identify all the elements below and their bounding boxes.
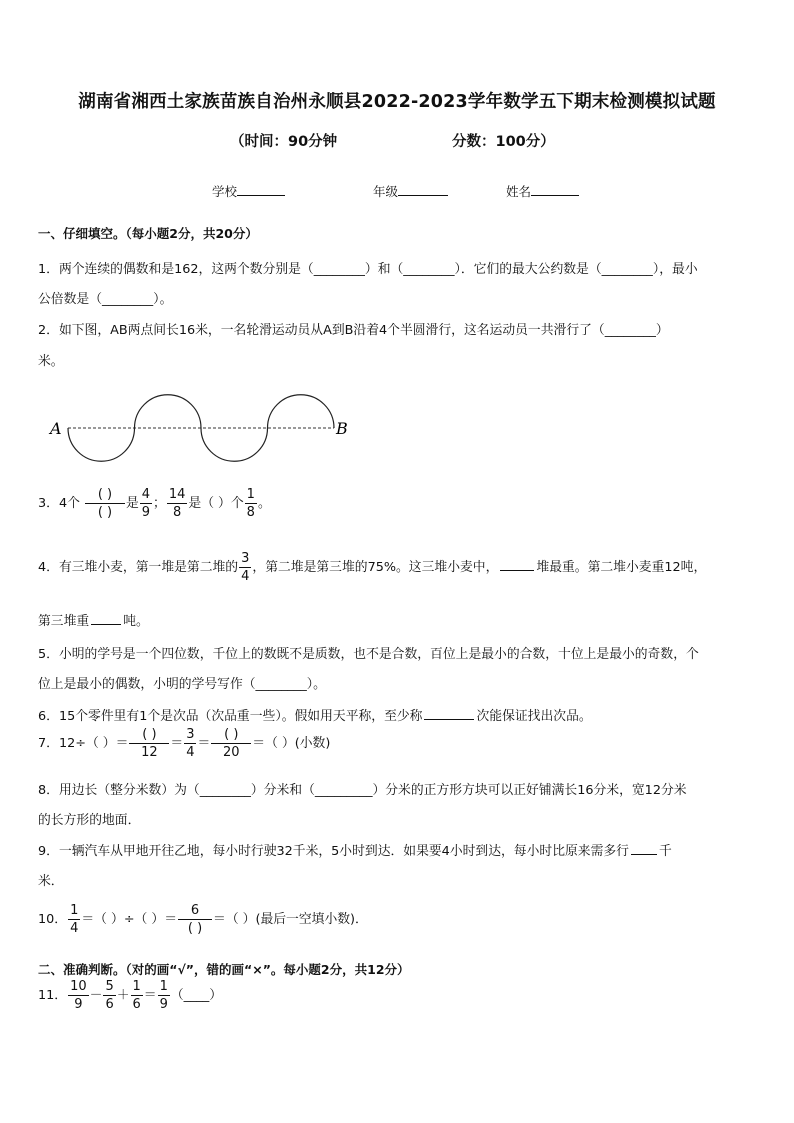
total-score: 分数：100分） <box>452 134 555 150</box>
exam-subtitle <box>230 130 555 151</box>
denominator: 6 <box>132 997 141 1012</box>
denominator: 4 <box>70 921 79 936</box>
q7-fraction-blank-20[interactable] <box>211 728 251 759</box>
name-field <box>506 181 579 200</box>
q11-equals: ＝ <box>143 988 157 1003</box>
numerator: ( ) <box>224 727 239 742</box>
point-a-label: A <box>50 419 62 438</box>
question-1-line-1: 1．两个连续的偶数和是162，这两个数分别是（________）和（________）．它们的最大公约数是（________），最小 <box>38 262 698 277</box>
numerator: 1 <box>132 979 141 994</box>
numerator: 1 <box>246 487 255 502</box>
q6-blank[interactable] <box>424 705 474 720</box>
q10-text-mid: ＝（ ）÷（ ）＝ <box>81 912 178 927</box>
q3-separator: ； <box>153 496 166 511</box>
q3-blank-denominator: ( ) <box>97 505 113 520</box>
numerator: 1 <box>159 979 168 994</box>
q4-text-3: 堆最重。第二堆小麦重12吨， <box>536 560 707 575</box>
question-5-line-2: 位上是最小的偶数，小明的学号写作（________）。 <box>38 677 326 692</box>
semicircle-3 <box>201 428 268 461</box>
name-label: 姓名 <box>506 184 532 199</box>
question-7 <box>38 728 330 759</box>
numerator: 5 <box>105 979 114 994</box>
semicircle-2 <box>135 395 202 428</box>
question-2-line-2: 米。 <box>38 354 64 369</box>
q6-text-1: 6．15个零件里有1个是次品（次品重一些）。假如用天平称，至少称 <box>38 709 423 724</box>
q3-fraction-1-8 <box>245 488 257 519</box>
q7-text-2: ＝（ ）(小数) <box>252 736 331 751</box>
question-1-line-2: 公倍数是（________）。 <box>38 292 173 307</box>
q9-text-1: 9．一辆汽车从甲地开往乙地，每小时行驶32千米，5小时到达．如果要4小时到达，每小时比原来需多行 <box>38 844 629 859</box>
numerator: ( ) <box>142 727 157 742</box>
q11-fraction-5-6 <box>103 980 115 1011</box>
denominator: 8 <box>172 505 182 520</box>
question-3 <box>38 488 271 519</box>
q11-minus: － <box>89 988 103 1003</box>
q11-fraction-10-9 <box>68 980 89 1011</box>
denominator: 12 <box>141 745 158 760</box>
denominator: 20 <box>223 745 240 760</box>
q3-fraction-14-8 <box>167 488 188 519</box>
denominator: ( ) <box>187 921 203 936</box>
name-blank[interactable] <box>531 181 579 196</box>
q7-fraction-blank-12[interactable] <box>129 728 169 759</box>
school-label: 学校 <box>212 184 238 199</box>
question-6 <box>38 705 592 724</box>
q11-plus: ＋ <box>116 988 130 1003</box>
section-2-heading: 二、准确判断。（对的画“√”，错的画“×”。每小题2分，共12分） <box>38 962 410 977</box>
denominator: 4 <box>186 745 195 760</box>
q10-prefix: 10． <box>38 912 68 927</box>
q7-text-1: 7．12÷（ ）＝ <box>38 736 129 751</box>
q4-blank-weight[interactable] <box>91 610 121 625</box>
q9-blank[interactable] <box>631 840 657 855</box>
school-field <box>212 181 285 200</box>
q4-fraction-3-4 <box>239 552 251 583</box>
numerator: 3 <box>241 551 250 566</box>
section-1-heading: 一、仔细填空。（每小题2分，共20分） <box>38 226 258 241</box>
q9-text-2: 千 <box>658 844 672 859</box>
q3-end: 。 <box>257 496 271 511</box>
grade-label: 年级 <box>373 184 399 199</box>
q4-text-5: 吨。 <box>123 614 149 629</box>
numerator: 6 <box>190 903 200 918</box>
q11-fraction-1-9 <box>158 980 170 1011</box>
semicircle-path-figure <box>46 392 366 476</box>
numerator: 3 <box>186 727 195 742</box>
school-blank[interactable] <box>237 181 285 196</box>
q4-blank-heaviest[interactable] <box>500 556 534 571</box>
question-9-line-2: 米． <box>38 874 64 889</box>
numerator: 1 <box>70 903 79 918</box>
semicircle-1 <box>68 428 135 461</box>
q11-fraction-1-6 <box>131 980 143 1011</box>
q3-text-shi: 是 <box>125 496 139 511</box>
question-2-line-1: 2．如下图，AB两点间长16米，一名轮滑运动员从A到B沿着4个半圆滑行，这名运动员一共滑行了（________） <box>38 323 669 338</box>
q11-answer-blank[interactable]: （____） <box>170 988 223 1003</box>
q3-blank-fraction[interactable] <box>85 488 125 519</box>
time-limit: （时间：90分钟 <box>230 134 338 150</box>
denominator: 4 <box>241 569 250 584</box>
question-5-line-1: 5．小明的学号是一个四位数，千位上的数既不是质数，也不是合数，百位上是最小的合数，十位上是最小的奇数，个 <box>38 647 699 662</box>
q6-text-2: 次能保证找出次品。 <box>476 709 592 724</box>
denominator: 8 <box>246 505 255 520</box>
question-9-line-1 <box>38 840 672 859</box>
question-8-line-1: 8．用边长（整分米数）为（________）分米和（_________）分米的正方形方块可以正好铺满长16分米，宽12分米 <box>38 783 687 798</box>
question-8-line-2: 的长方形的地面． <box>38 813 141 828</box>
q3-blank-numerator: ( ) <box>97 487 113 502</box>
point-b-label: B <box>336 419 348 438</box>
question-4-line-1 <box>38 552 706 583</box>
q10-fraction-6-blank[interactable] <box>178 904 212 935</box>
denominator: 9 <box>141 505 151 520</box>
q3-text-shi-ge: 是（ ）个 <box>188 496 244 511</box>
q10-text-end: ＝（ ）(最后一空填小数)． <box>213 912 368 927</box>
question-4-line-2 <box>38 610 149 629</box>
denominator: 9 <box>159 997 168 1012</box>
q4-text-4: 第三堆重 <box>38 614 90 629</box>
q10-fraction-1-4 <box>68 904 80 935</box>
numerator: 14 <box>168 487 186 502</box>
q4-text-1: 4．有三堆小麦，第一堆是第二堆的 <box>38 560 239 575</box>
semicircle-path-svg <box>46 392 366 472</box>
question-10 <box>38 904 368 935</box>
grade-blank[interactable] <box>398 181 448 196</box>
numerator: 10 <box>70 979 87 994</box>
denominator: 6 <box>105 997 114 1012</box>
q11-prefix: 11． <box>38 988 68 1003</box>
grade-field <box>373 181 448 200</box>
q7-equals-1: ＝ <box>170 736 184 751</box>
denominator: 9 <box>74 997 83 1012</box>
numerator: 4 <box>141 487 151 502</box>
q3-prefix: 3．4个 <box>38 496 80 511</box>
q4-text-2: ，第二堆是第三堆的75%。这三堆小麦中， <box>252 560 499 575</box>
question-11 <box>38 980 222 1011</box>
semicircle-4 <box>268 395 335 428</box>
q7-equals-2: ＝ <box>197 736 211 751</box>
q7-fraction-3-4 <box>184 728 196 759</box>
exam-title: 湖南省湘西土家族苗族自治州永顺县2022-2023学年数学五下期末检测模拟试题 <box>78 92 716 112</box>
q3-fraction-4-9 <box>140 488 152 519</box>
